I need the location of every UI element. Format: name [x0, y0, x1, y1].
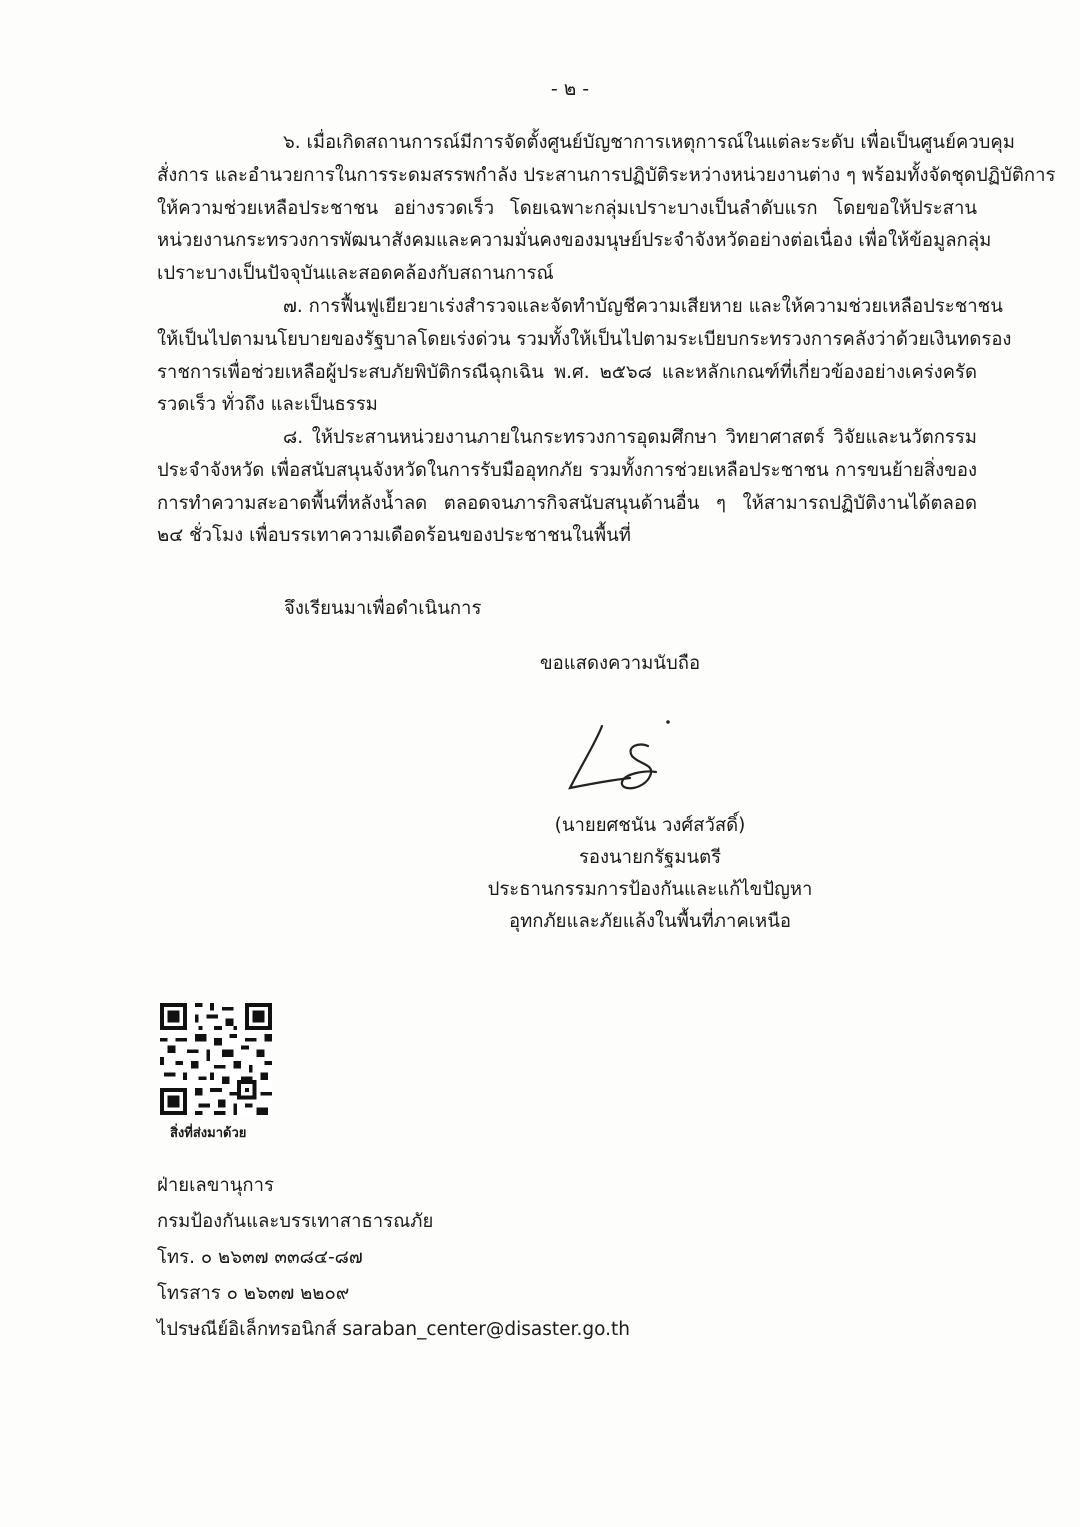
handwritten-signature — [560, 712, 690, 802]
footer-phone: โทร. ๐ ๒๖๓๗ ๓๓๘๔-๘๗ — [157, 1247, 363, 1268]
footer-email: ไปรษณีย์อิเล็กทรอนิกส์ saraban_center@disaster.go.th — [157, 1319, 630, 1340]
paragraph-line: ๗. การฟื้นฟูเยียวยาเร่งสำรวจและจัดทำบัญชีความเสียหาย และให้ความช่วยเหลือประชาชน — [283, 296, 1003, 317]
regards-text: ขอแสดงความนับถือ — [540, 653, 701, 674]
paragraph-8 — [157, 422, 977, 553]
paragraph-line: ๖. เมื่อเกิดสถานการณ์มีการจัดตั้งศูนย์บัญชาการเหตุการณ์ในแต่ละระดับ เพื่อเป็นศูนย์ควบคุม — [283, 132, 1015, 153]
paragraph-line: เปราะบางเป็นปัจจุบันและสอดคล้องกับสถานการณ์ — [157, 263, 554, 285]
closing-text: จึงเรียนมาเพื่อดำเนินการ — [284, 598, 482, 619]
paragraph-line: หน่วยงานกระทรวงการพัฒนาสังคมและความมั่นคงของมนุษย์ประจำจังหวัดอย่างต่อเนื่อง เพื่อให้ข้อมูลกลุ่ม — [157, 230, 992, 252]
footer-agency: กรมป้องกันและบรรเทาสาธารณภัย — [157, 1211, 434, 1232]
contact-footer — [157, 1168, 630, 1348]
footer-department: ฝ่ายเลขานุการ — [157, 1175, 274, 1196]
qr-code — [160, 1003, 272, 1115]
paragraph-line: สั่งการ และอำนวยการในการระดมสรรพกำลัง ประสานการปฏิบัติระหว่างหน่วยงานต่าง ๆ พร้อมทั้งจัดชุดปฏิบัติการ — [157, 164, 1056, 186]
paragraph-line: รวดเร็ว ทั่วถึง และเป็นธรรม — [157, 394, 378, 416]
paragraph-6 — [157, 127, 1056, 291]
paragraph-line: ประจำจังหวัด เพื่อสนับสนุนจังหวัดในการรับมืออุทกภัย รวมทั้งการช่วยเหลือประชาชน การขนย้ายสิ่งของ — [157, 459, 977, 481]
paragraph-line: ให้เป็นไปตามนโยบายของรัฐบาลโดยเร่งด่วน รวมทั้งให้เป็นไปตามระเบียบกระทรวงการคลังว่าด้วยเงินทดรอง — [157, 328, 1012, 350]
paragraph-line: การทำความสะอาดพื้นที่หลังน้ำลด ตลอดจนภารกิจสนับสนุนด้านอื่น ๆ ให้สามารถปฏิบัติงานได้ตลอด — [157, 492, 977, 514]
paragraph-line: ๒๔ ชั่วโมง เพื่อบรรเทาความเดือดร้อนของประชาชนในพื้นที่ — [157, 525, 631, 547]
signatory-position-cont: อุทกภัยและภัยแล้งในพื้นที่ภาคเหนือ — [508, 911, 792, 932]
page-number: - ๒ - — [550, 78, 590, 100]
qr-caption: สิ่งที่ส่งมาด้วย — [170, 1126, 247, 1141]
signatory-block — [440, 810, 860, 938]
signatory-position: ประธานกรรมการป้องกันและแก้ไขปัญหา — [487, 879, 813, 900]
footer-fax: โทรสาร ๐ ๒๖๓๗ ๒๒๐๙ — [157, 1283, 350, 1304]
paragraph-line: ๘. ให้ประสานหน่วยงานภายในกระทรวงการอุดมศึกษา วิทยาศาสตร์ วิจัยและนวัตกรรม — [283, 427, 977, 448]
signatory-name: (นายยศชนัน วงศ์สวัสดิ์) — [554, 815, 746, 836]
paragraph-line: ให้ความช่วยเหลือประชาชน อย่างรวดเร็ว โดยเฉพาะกลุ่มเปราะบางเป็นลำดับแรก โดยขอให้ประสาน — [157, 197, 977, 219]
paragraph-line: ราชการเพื่อช่วยเหลือผู้ประสบภัยพิบัติกรณีฉุกเฉิน พ.ศ. ๒๕๖๘ และหลักเกณฑ์ที่เกี่ยวข้องอย่างเคร่งครัด — [157, 361, 977, 383]
paragraph-7 — [157, 291, 1012, 422]
signatory-title: รองนายกรัฐมนตรี — [578, 847, 722, 868]
